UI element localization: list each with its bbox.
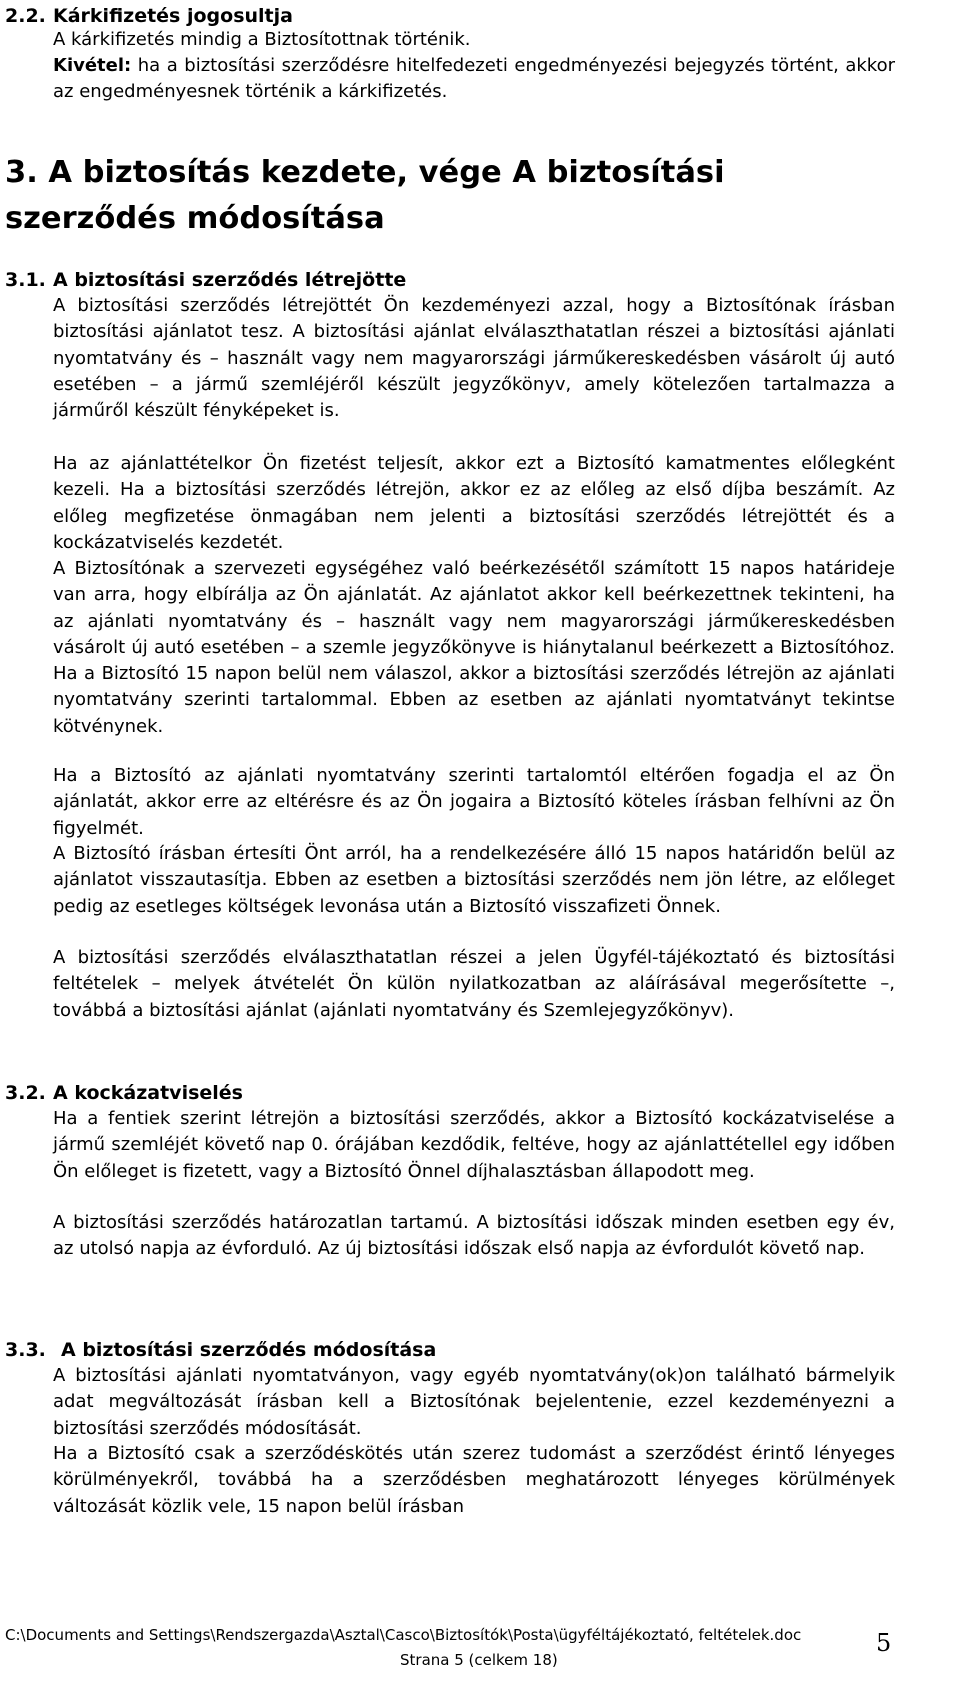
- footer-file-path: C:\Documents and Settings\Rendszergazda\Asztal\Casco\Biztosítók\Posta\ügyféltájékoztató, feltételek.doc: [5, 1626, 802, 1644]
- paragraph: A kárkifizetés mindig a Biztosítottnak történik.: [53, 29, 471, 50]
- paragraph: A biztosítási szerződés létrejöttét Ön kezdeményezi azzal, hogy a Biztosítónak írásban biztosítási ajánlatot tesz. A biztosítási ajánlat elválaszthatatlan részei a biztosítási ajánlati nyomtatvány és – használt vagy nem magyarországi járműkereskedésben vásárolt új autó esetében – a jármű szemléjéről készült jegyzőkönyv, amely kötelezően tartalmazza a járműről készült fényképeket is.: [53, 295, 895, 422]
- paragraph: Ha a Biztosító csak a szerződéskötés után szerez tudomást a szerződést érintő lényeges körülményekről, továbbá ha a szerződésben meghatározott lényeges körülmények változását közlik vele, 15 napon belül írásban: [53, 1443, 895, 1517]
- section-3-3-heading: [5, 1338, 436, 1362]
- section-title: A biztosítási szerződés létrejötte: [53, 269, 407, 291]
- section-number: 2.2.: [5, 5, 46, 27]
- exception-label: Kivétel:: [53, 55, 132, 76]
- paragraph: A biztosítási szerződés elválaszthatatlan részei a jelen Ügyfél-tájékoztató és biztosítási feltételek – melyek átvételét Ön külön nyilatkozatban az aláírásával megerősítette –, továbbá a biztosítási ajánlat (ajánlati nyomtatvány és Szemlejegyzőkönyv).: [53, 947, 895, 1021]
- section-2-2-heading: [5, 4, 293, 28]
- paragraph: A biztosítási szerződés határozatlan tartamú. A biztosítási időszak minden esetben egy év, az utolsó napja az évforduló. Az új biztosítási időszak első napja az évfordulót követő nap.: [53, 1212, 895, 1260]
- page-number: 5: [876, 1629, 892, 1657]
- paragraph: A Biztosító írásban értesíti Önt arról, ha a rendelkezésére álló 15 napos határidőn belül az ajánlatot visszautasítja. Ebben az esetben a biztosítási szerződés nem jön létre, az előleget pedig az esetleges költségek levonása után a Biztosító visszafizeti Önnek.: [53, 843, 895, 917]
- section-number: 3.1.: [5, 269, 46, 291]
- section-3-1-heading: [5, 268, 406, 292]
- section-title: Kárkifizetés jogosultja: [53, 5, 293, 27]
- section-number: 3.2.: [5, 1082, 46, 1104]
- section-3-2-heading: [5, 1081, 243, 1105]
- chapter-title: 3. A biztosítás kezdete, vége A biztosítási szerződés módosítása: [5, 155, 725, 236]
- paragraph: A Biztosítónak a szervezeti egységéhez való beérkezésétől számított 15 napos határideje van arra, hogy elbírálja az Ön ajánlatát. Az ajánlatot akkor kell beérkezettnek tekinteni, ha az ajánlati nyomtatvány és – használt vagy nem magyarországi járműkereskedésben vásárolt új autó esetében – a szemle jegyzőkönyve is hiánytalanul beérkezett a Biztosítóhoz. Ha a Biztosító 15 napon belül nem válaszol, akkor a biztosítási szerződés létrejön az ajánlati nyomtatvány szerinti tartalommal. Ebben az esetben az ajánlati nyomtatványt tekintse kötvénynek.: [53, 558, 895, 737]
- section-number: 3.3.: [5, 1339, 46, 1361]
- paragraph: Ha a Biztosító az ajánlati nyomtatvány szerinti tartalomtól eltérően fogadja el az Ön ajánlatát, akkor erre az eltérésre és az Ön jogaira a Biztosító köteles írásban felhívni az Ön figyelmét.: [53, 765, 895, 839]
- section-title: A kockázatviselés: [53, 1082, 243, 1104]
- paragraph-exception: [53, 53, 895, 106]
- footer-page-label: Strana 5 (celkem 18): [400, 1651, 558, 1669]
- paragraph: Ha az ajánlattételkor Ön fizetést teljesít, akkor ezt a Biztosító kamatmentes előlegként kezeli. Ha a biztosítási szerződés létrejön, akkor ez az előleg az első díjba beszámít. Az előleg megfizetése önmagában nem jelenti a biztosítási szerződés létrejöttét és a kockázatviselés kezdetét.: [53, 453, 895, 553]
- paragraph: A biztosítási ajánlati nyomtatványon, vagy egyéb nyomtatvány(ok)on található bármelyik adat megváltozását írásban kell a Biztosítónak bejelentenie, ezzel kezdeményezni a biztosítási szerződés módosítását.: [53, 1365, 895, 1439]
- exception-text: ha a biztosítási szerződésre hitelfedezeti engedményezési bejegyzés történt, akkor az engedményesnek történik a kárkifizetés.: [53, 55, 895, 103]
- paragraph: Ha a fentiek szerint létrejön a biztosítási szerződés, akkor a Biztosító kockázatviselése a jármű szemléjét követő nap 0. órájában kezdődik, feltéve, hogy az ajánlattétellel egy időben Ön előleget is fizetett, vagy a Biztosító Önnel díjhalasztásban állapodott meg.: [53, 1108, 895, 1182]
- section-title: A biztosítási szerződés módosítása: [61, 1339, 437, 1361]
